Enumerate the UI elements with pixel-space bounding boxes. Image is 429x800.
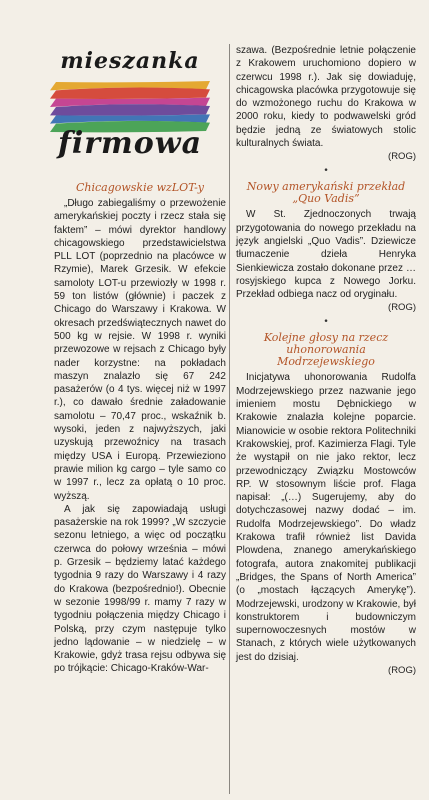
separator-dot-2: • xyxy=(323,317,329,328)
logo-text-mieszanka: mieszanka xyxy=(60,48,200,74)
signature-quo-vadis: (ROG) xyxy=(388,302,416,314)
signature-chicago: (ROG) xyxy=(388,151,416,163)
headline-modrzejewski-line1: Kolejne głosy na rzecz xyxy=(263,331,389,345)
article-modrzejewski-body xyxy=(236,371,416,664)
article-chicago-paragraph-2-continued: szawa. (Bezpośrednie letnie połączenie z Krakowem uruchomiono dopiero w czerwcu 1998 r.). Jak się dowiaduję, chicagowska placówka przygotowuje się do wzmożonego ruchu do Krakowa w 2000 roku, kiedy to podwawelski gród będzie jedną ze światowych stolic kulturalnych świata. xyxy=(236,45,416,150)
mieszanka-firmowa-logo xyxy=(46,44,214,176)
logo-stripe xyxy=(50,88,210,99)
headline-quo-vadis-line2: „Quo Vadis” xyxy=(292,192,360,206)
headline-chicago xyxy=(54,182,226,194)
left-column xyxy=(54,182,226,676)
headline-quo-vadis xyxy=(236,181,416,205)
article-chicago-paragraph-1: „Długo zabiegaliśmy o przewożenie amerykańskiej poczty i rzecz stała się faktem” – mówi dyrektor handlowy chicagowskiego przedstawicielstwa PLL LOT (poprzednio na placówce w Rzymie), Marek Grzesik. W efekcie samoloty LOT-u przewiozły w 1998 r. 59 ton listów (głównie) i paczek z Chicago do Warszawy i Krakowa. W okresach przedświątecznych nawet do 500 kg w rejsie. W 1998 r. wyniki przewozowe w rejsach z Chicago były nader korzystne: na pokładach maszyn znalazło się 67 242 pasażerów (o 4 tys. więcej niż w 1997 r.), co dawało średnie załadowanie samolotu – 70,47 proc., wskaźnik b. wysoki, jeden z najwyższych, jaki uzyskują przewoźnicy na trasach między USA i Europą. Przewieziono prawie milion kg cargo – tyle samo co w 1997 r., lecz za opłatą o 10 proc. wyższą. xyxy=(54,198,226,502)
article-quo-vadis-paragraph-1: W St. Zjednoczonych trwają przygotowania do nowego przekładu na język angielski „Quo Vadis”. Dziewicze tłumaczenie dzieła Henryka Sienkiewicza zostało dokonane przez …rosyjskiego kupca z Nowego Jorku. Przekład odbiega nacz od oryginału. xyxy=(236,209,416,301)
headline-quo-vadis-line1: Nowy amerykański przekład xyxy=(246,180,406,194)
headline-modrzejewski xyxy=(236,332,416,368)
logo-stripe xyxy=(50,104,210,115)
signature-modrzejewski: (ROG) xyxy=(388,664,416,676)
right-column xyxy=(236,44,416,677)
headline-chicago-text: Chicagowskie wzLOT-y xyxy=(75,181,205,194)
separator-dot-1: • xyxy=(323,166,329,177)
article-chicago-body xyxy=(54,197,226,676)
headline-modrzejewski-line2: uhonorowania Modrzejewskiego xyxy=(277,343,375,369)
column-divider xyxy=(229,44,230,794)
logo-text-firmowa: firmowa xyxy=(57,126,203,161)
article-chicago-continued xyxy=(236,44,416,150)
article-modrzejewski-paragraph-1: Inicjatywa uhonorowania Rudolfa Modrzejewskiego przez nazwanie jego imieniem mostu Dębnickiego w Krakowie znalazła kolejne poparcie. Mianowicie w osobie rektora Politechniki Krakowskiej, prof. Kazimierza Flagi. Tyle że wystąpił on nie jako rektor, lecz przewodniczący Związku Mostowców RP. W stosownym liście prof. Flaga napisał: „(…) Sugerujemy, aby do dotychczasowej nazwy dodać – im. Rudolfa Modrzejewskiego”. Do władz Krakowa trafił również list Davida Plowdena, znanego amerykańskiego fotografa, autora znakomitej publikacji „Bridges, the Spans of North America” (o „mostach łączących Amerykę”). Modrzejewski, urodzony w Krakowie, był konstruktorem i budowniczym supernowoczesnych mostów w Stanach, z których wiele użytkowanych jest do dzisiaj. xyxy=(236,372,416,663)
article-chicago-paragraph-2: A jak się zapowiadają usługi pasażerskie na rok 1999? „W szczycie sezonu letniego, a więc od początku czerwca do połowy września – mówi p. Grzesik – będziemy latać każdego tygodnia 9 razy do Warszawy i 4 razy do Krakowa (bezpośrednio!). Obecnie w sezonie 1998/99 r. mamy 7 razy w tygodniu połączenia między Chicago i Polską, przy czym następuje tylko jedno lądowanie – w niedzielę – w Krakowie, gdyż trasa rejsu odbywa się po trójkącie: Chicago-Kraków-War- xyxy=(54,503,226,675)
article-quo-vadis-body xyxy=(236,208,416,301)
